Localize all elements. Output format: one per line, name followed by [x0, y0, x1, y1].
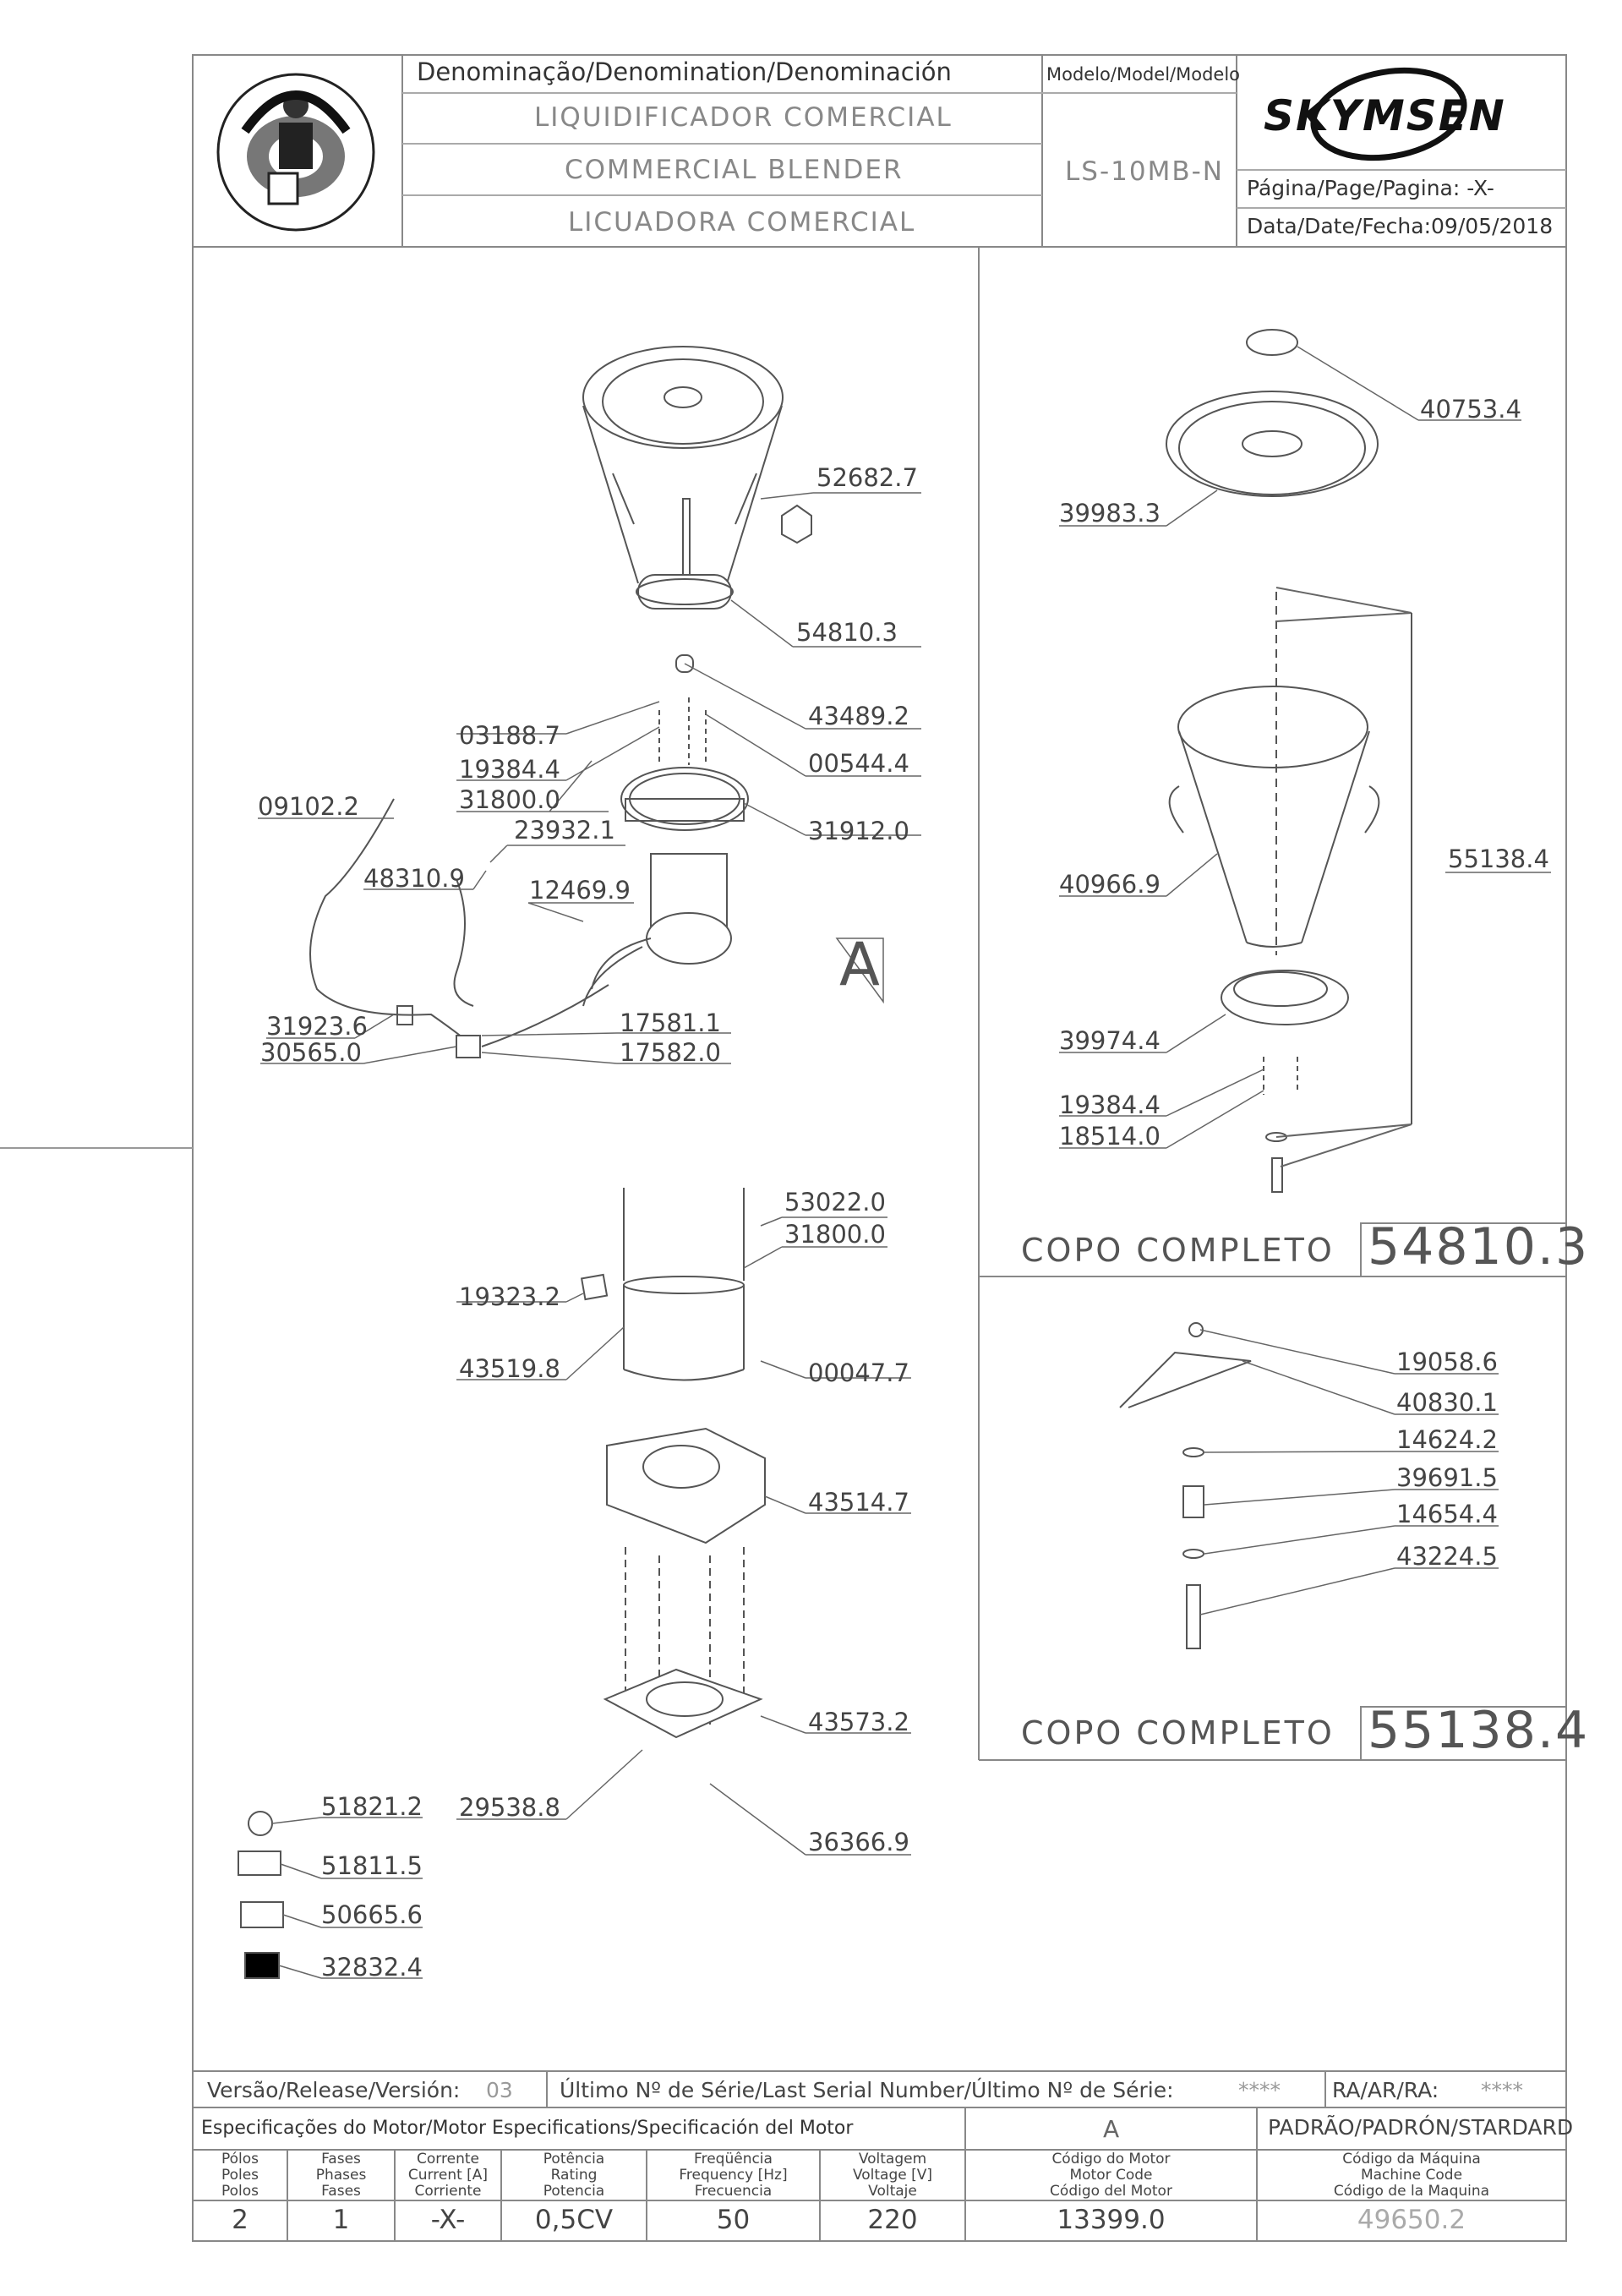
part-label[interactable]: 14624.2	[1396, 1425, 1498, 1454]
spec-header-line: Frecuencia	[694, 2183, 773, 2200]
spec-header-line: Código da Máquina	[1342, 2151, 1481, 2168]
motor-spec-label: Especificações do Motor/Motor Especifications/Specificación del Motor	[201, 2118, 854, 2139]
spec-header-line: Potencia	[543, 2183, 605, 2200]
spec-header-line: Voltage [V]	[852, 2167, 933, 2184]
date-field	[1247, 214, 1553, 238]
model-number: LS-10MB-N	[1065, 156, 1224, 187]
spec-header-line: Motor Code	[1069, 2167, 1153, 2184]
spec-value: 0,5CV	[534, 2205, 614, 2235]
spec-header-line: Frequency [Hz]	[679, 2167, 788, 2184]
product-name-es: LICUADORA COMERCIAL	[568, 207, 916, 238]
exploded-view-left	[238, 347, 811, 1978]
spec-value: 1	[332, 2205, 350, 2235]
part-label[interactable]: 51811.5	[321, 1851, 423, 1880]
spec-header-line: Pólos	[221, 2151, 259, 2168]
part-label[interactable]: 39974.4	[1059, 1026, 1161, 1055]
copo-top-code: 54810.3	[1368, 1217, 1590, 1276]
part-label[interactable]: 39691.5	[1396, 1463, 1498, 1492]
spec-header-line: Phases	[315, 2167, 367, 2184]
part-label[interactable]: 18514.0	[1059, 1122, 1161, 1151]
part-label[interactable]: 19323.2	[459, 1282, 560, 1311]
copo-top-label: COPO COMPLETO	[1021, 1232, 1335, 1269]
page-field	[1247, 176, 1494, 200]
release-value: 03	[486, 2078, 513, 2102]
ra-value: ****	[1481, 2078, 1523, 2102]
spec-header-line: Fases	[321, 2183, 361, 2200]
brand-name: SKYMSEN	[1264, 91, 1506, 140]
spec-value: -X-	[430, 2205, 466, 2235]
ra-label: RA/AR/RA:	[1332, 2078, 1439, 2102]
spec-header-line: Código de la Maquina	[1333, 2183, 1490, 2200]
page-label: Página/Page/Pagina:	[1247, 176, 1461, 200]
part-label[interactable]: 43224.5	[1396, 1542, 1498, 1571]
part-label[interactable]: 39983.3	[1059, 499, 1161, 528]
spec-header-line: Freqüência	[694, 2151, 773, 2168]
part-label[interactable]: 36366.9	[808, 1828, 909, 1856]
spec-value: 220	[867, 2205, 918, 2235]
part-label[interactable]: 00544.4	[808, 749, 909, 778]
date-value: 09/05/2018	[1431, 214, 1554, 238]
spec-header-line: Current [A]	[407, 2167, 489, 2184]
part-label[interactable]: 32832.4	[321, 1953, 423, 1982]
part-label[interactable]: 29538.8	[459, 1793, 560, 1822]
spec-header-line: Voltagem	[858, 2151, 927, 2168]
spec-header	[820, 2151, 965, 2200]
part-label[interactable]: 31923.6	[266, 1012, 368, 1041]
part-label[interactable]: 55138.4	[1448, 845, 1549, 873]
section-marker-a: A	[839, 930, 880, 999]
part-label[interactable]: 31912.0	[808, 817, 909, 845]
part-label[interactable]: 53022.0	[784, 1188, 886, 1216]
part-label[interactable]: 50665.6	[321, 1900, 423, 1929]
spec-header-line: Rating	[550, 2167, 598, 2184]
part-label[interactable]: 51821.2	[321, 1792, 423, 1821]
exploded-view-right-bottom	[1120, 1323, 1251, 1648]
motor-variant: A	[1103, 2115, 1120, 2143]
part-label[interactable]: 23932.1	[514, 816, 615, 845]
part-label[interactable]: 40753.4	[1420, 395, 1521, 424]
part-label[interactable]: 54810.3	[796, 618, 898, 647]
part-label[interactable]: 14654.4	[1396, 1500, 1498, 1528]
spec-header-line: Machine Code	[1360, 2167, 1463, 2184]
spec-header-line: Voltaje	[868, 2183, 917, 2200]
spec-header	[647, 2151, 820, 2200]
spec-header-line: Poles	[221, 2167, 259, 2184]
spec-value: 50	[716, 2205, 751, 2235]
spec-header	[395, 2151, 501, 2200]
part-label[interactable]: 43519.8	[459, 1354, 560, 1383]
spec-header	[501, 2151, 647, 2200]
spec-header	[1257, 2151, 1566, 2200]
part-label[interactable]: 52682.7	[816, 463, 918, 492]
spec-header-line: Corrente	[417, 2151, 479, 2168]
spec-header-line: Potência	[543, 2151, 605, 2168]
serial-value: ****	[1238, 2078, 1281, 2102]
release-label: Versão/Release/Versión:	[207, 2078, 461, 2102]
exploded-view-right-top	[1166, 330, 1412, 1192]
authorized-service-seal	[218, 74, 374, 230]
denomination-label: Denominação/Denomination/Denominación	[417, 57, 952, 86]
part-label[interactable]: 19384.4	[459, 755, 560, 784]
spec-header-line: Fases	[321, 2151, 361, 2168]
part-label[interactable]: 30565.0	[260, 1038, 362, 1067]
part-label[interactable]: 17581.1	[620, 1009, 721, 1037]
part-label[interactable]: 09102.2	[258, 792, 359, 821]
page-value: -X-	[1466, 176, 1494, 200]
part-label[interactable]: 19058.6	[1396, 1348, 1498, 1376]
spec-header-line: Corriente	[414, 2183, 482, 2200]
part-label[interactable]: 19384.4	[1059, 1091, 1161, 1119]
spec-header-line: Código do Motor	[1051, 2151, 1171, 2168]
spec-header-line: Polos	[221, 2183, 259, 2200]
part-label[interactable]: 31800.0	[459, 785, 560, 814]
copo-bottom-code: 55138.4	[1368, 1701, 1590, 1760]
part-label[interactable]: 17582.0	[620, 1038, 721, 1067]
model-label: Modelo/Model/Modelo	[1046, 64, 1241, 85]
spec-value: 13399.0	[1057, 2205, 1166, 2235]
part-label[interactable]: 12469.9	[529, 876, 631, 905]
part-label[interactable]: 00047.7	[808, 1358, 909, 1387]
spec-header-line: Código del Motor	[1050, 2183, 1172, 2200]
spec-value: 2	[232, 2205, 248, 2235]
part-label[interactable]: 48310.9	[363, 864, 465, 893]
spec-header	[965, 2151, 1257, 2200]
spec-value: 49650.2	[1357, 2205, 1466, 2235]
part-label[interactable]: 40966.9	[1059, 870, 1161, 899]
part-label[interactable]: 43489.2	[808, 702, 909, 730]
date-label: Data/Date/Fecha:	[1247, 214, 1432, 238]
spec-header	[193, 2151, 287, 2200]
part-label[interactable]: 43514.7	[808, 1488, 909, 1517]
standard-label: PADRÃO/PADRÓN/STARDARD	[1268, 2115, 1574, 2140]
part-label[interactable]: 43573.2	[808, 1708, 909, 1736]
serial-label: Último Nº de Série/Last Serial Number/Último Nº de Série:	[560, 2078, 1174, 2102]
part-label[interactable]: 03188.7	[459, 721, 560, 750]
product-name-pt: LIQUIDIFICADOR COMERCIAL	[534, 102, 953, 133]
part-label[interactable]: 31800.0	[784, 1220, 886, 1249]
spec-header	[287, 2151, 395, 2200]
copo-bottom-label: COPO COMPLETO	[1021, 1714, 1335, 1752]
product-name-en: COMMERCIAL BLENDER	[565, 155, 904, 185]
part-label[interactable]: 40830.1	[1396, 1388, 1498, 1417]
